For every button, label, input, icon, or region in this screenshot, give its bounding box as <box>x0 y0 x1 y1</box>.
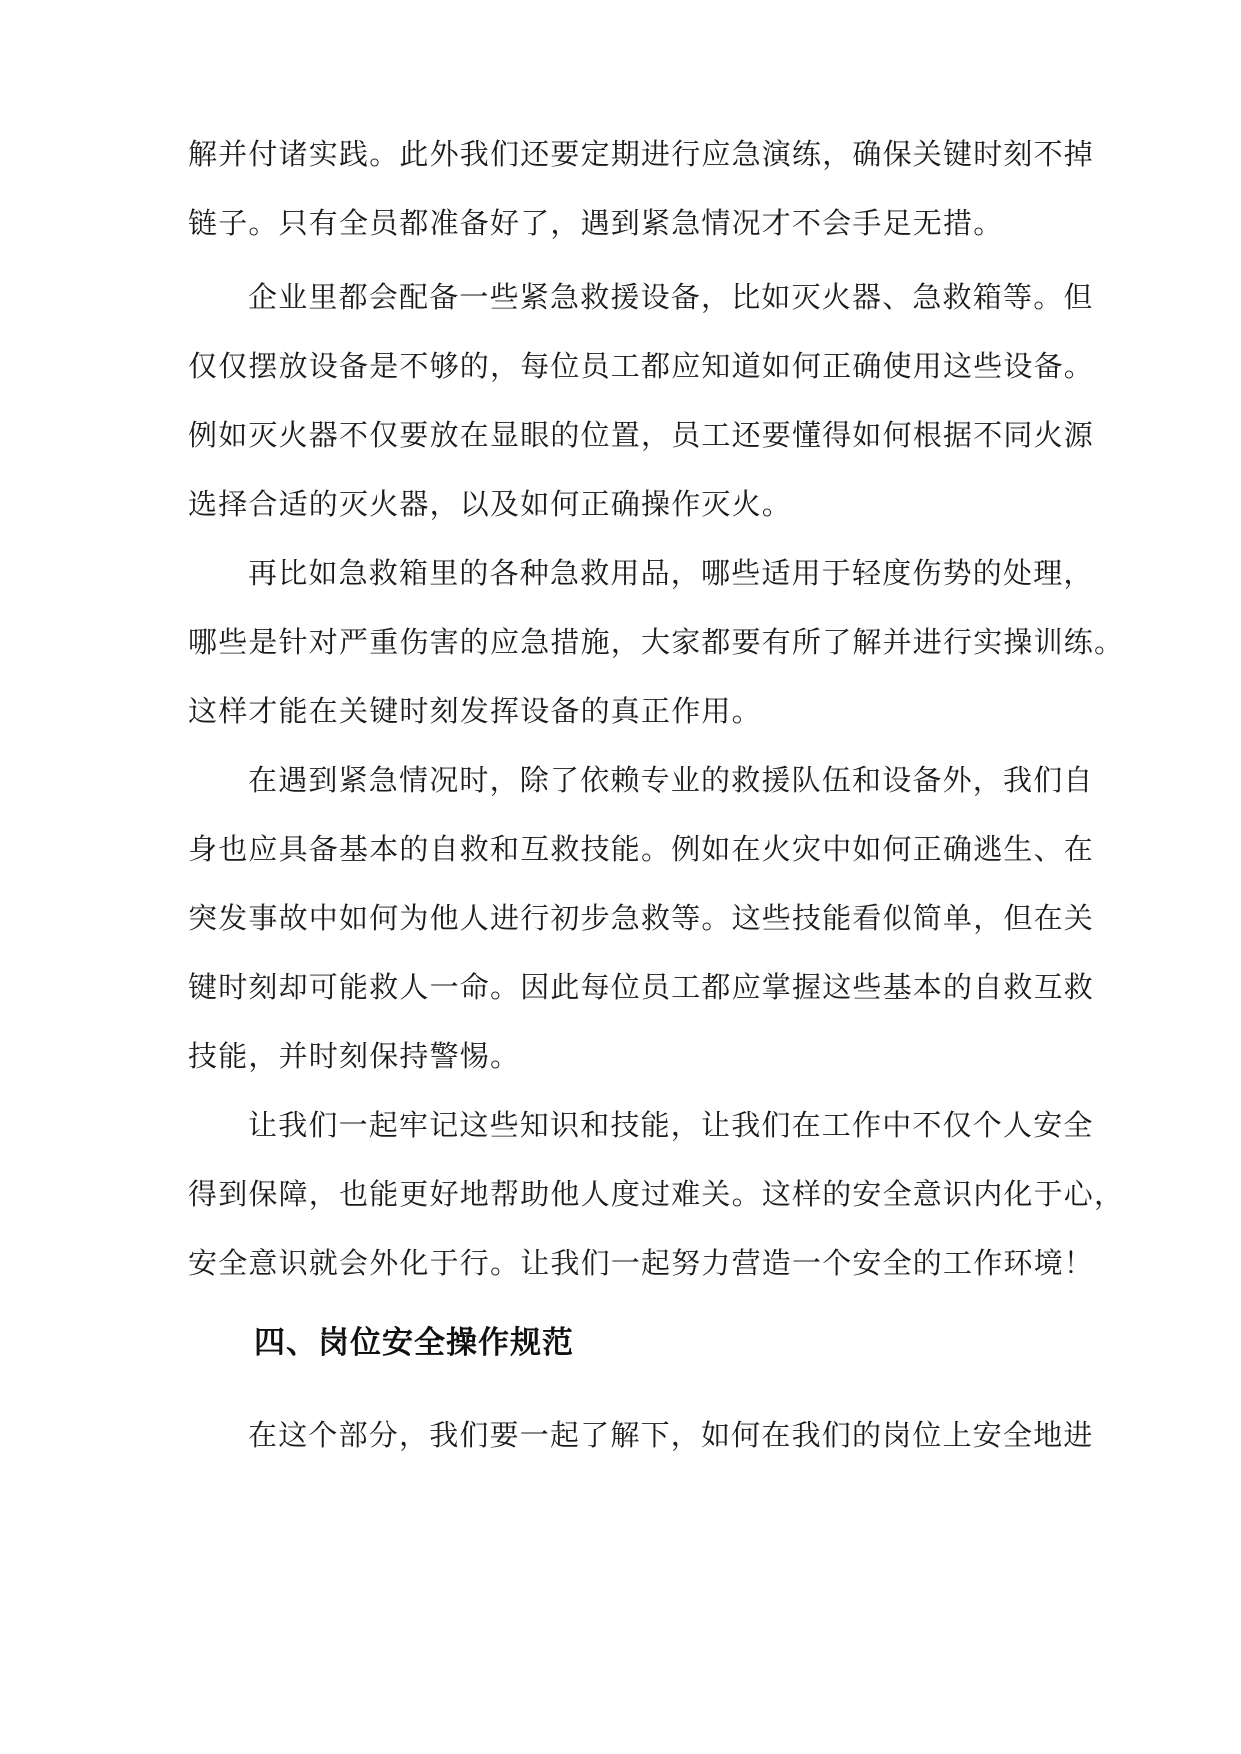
body-line: 得到保障，也能更好地帮助他人度过难关。这样的安全意识内化于心， <box>188 1177 1125 1211</box>
body-line: 例如灭火器不仅要放在显眼的位置，员工还要懂得如何根据不同火源 <box>188 418 1095 452</box>
section-heading: 四、岗位安全操作规范 <box>254 1325 574 1361</box>
paragraph-first-line: 再比如急救箱里的各种急救用品，哪些适用于轻度伤势的处理， <box>248 556 1094 590</box>
body-line: 突发事故中如何为他人进行初步急救等。这些技能看似简单，但在关 <box>188 901 1095 935</box>
paragraph-first-line: 在这个部分，我们要一起了解下，如何在我们的岗位上安全地进 <box>248 1418 1094 1452</box>
body-line: 链子。只有全员都准备好了，遇到紧急情况才不会手足无措。 <box>188 206 1004 240</box>
body-line: 这样才能在关键时刻发挥设备的真正作用。 <box>188 694 762 728</box>
body-line: 仅仅摆放设备是不够的，每位员工都应知道如何正确使用这些设备。 <box>188 349 1095 383</box>
body-line: 哪些是针对严重伤害的应急措施，大家都要有所了解并进行实操训练。 <box>188 625 1125 659</box>
paragraph-first-line: 让我们一起牢记这些知识和技能，让我们在工作中不仅个人安全 <box>248 1108 1094 1142</box>
paragraph-first-line: 企业里都会配备一些紧急救援设备，比如灭火器、急救箱等。但 <box>248 280 1094 314</box>
paragraph-first-line: 在遇到紧急情况时，除了依赖专业的救援队伍和设备外，我们自 <box>248 763 1094 797</box>
body-line: 选择合适的灭火器，以及如何正确操作灭火。 <box>188 487 793 521</box>
body-line: 键时刻却可能救人一命。因此每位员工都应掌握这些基本的自救互救 <box>188 970 1095 1004</box>
body-line: 解并付诸实践。此外我们还要定期进行应急演练，确保关键时刻不掉 <box>188 137 1095 171</box>
body-line: 安全意识就会外化于行。让我们一起努力营造一个安全的工作环境！ <box>188 1246 1095 1280</box>
body-line: 身也应具备基本的自救和互救技能。例如在火灾中如何正确逃生、在 <box>188 832 1095 866</box>
body-line: 技能，并时刻保持警惕。 <box>188 1039 521 1073</box>
